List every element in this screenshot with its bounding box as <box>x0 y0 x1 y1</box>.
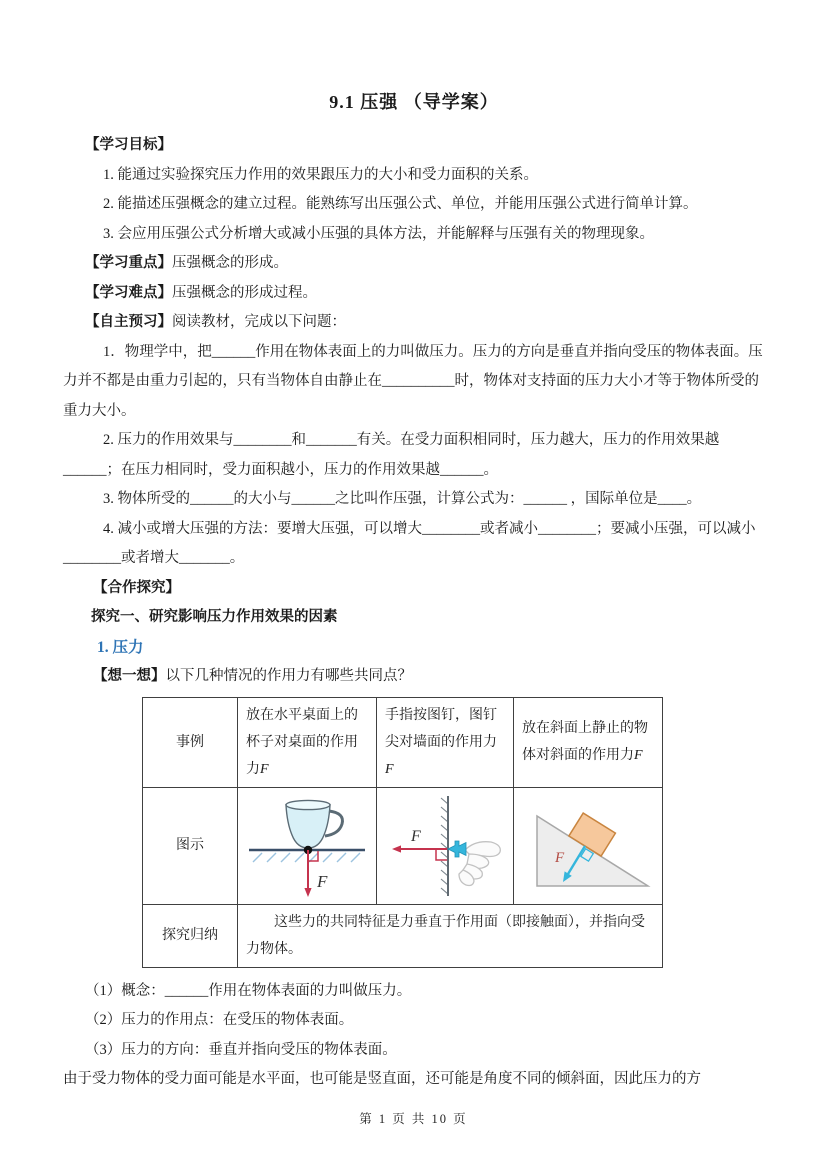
wall-hatching <box>441 798 448 894</box>
preview-heading: 【自主预习】 <box>85 314 172 330</box>
block-on-incline-diagram <box>522 794 654 898</box>
force-arrowhead <box>392 845 401 852</box>
conclusion-cell <box>238 904 663 967</box>
force-cases-table <box>142 697 663 968</box>
force-label: F <box>411 827 421 845</box>
case-text: 放在斜面上静止的物体对斜面的作用力 <box>522 721 648 763</box>
case-text: 手指按图钉，图钉尖对墙面的作用力 <box>385 707 497 750</box>
force-symbol: F <box>260 761 269 777</box>
row-header-case: 事例 <box>143 697 238 787</box>
inquiry-title: 探究一、研究影响压力作用效果的因素 <box>91 609 338 625</box>
page-number-footer: 第 1 页 共 10 页 <box>359 1112 468 1126</box>
cooperation-heading-label: 【合作探究】 <box>93 579 180 596</box>
preview-question: 2. 压力的作用效果与________和_______有关。在受力面积相同时，压力越大，压力的作用效果越______；在压力相同时，受力面积越小，压力的作用效果越______。 <box>63 432 720 478</box>
preview-intro: 阅读教材，完成以下问题： <box>172 314 346 330</box>
force-label: F <box>555 849 565 866</box>
key-point-heading: 【学习重点】 <box>85 255 172 271</box>
goals-heading <box>63 131 765 161</box>
table-row-cases <box>143 697 663 787</box>
note-direction: （3）压力的方向：垂直并指向受压的物体表面。 <box>85 1041 397 1058</box>
note-application-point: （2）压力的作用点：在受压的物体表面。 <box>85 1012 354 1028</box>
goal-item: 1. 能通过实验探究压力作用的效果跟压力的大小和受力面积的关系。 <box>103 166 538 183</box>
case-cell-cup <box>238 697 377 787</box>
preview-question: 3. 物体所受的______的大小与______之比叫作压强，计算公式为：______ ，国际单位是____。 <box>103 491 702 507</box>
diagram-cell-incline <box>514 787 663 904</box>
preview-line <box>63 308 765 338</box>
goal-item: 2. 能描述压强概念的建立过程。能熟练写出压强公式、单位，并能用压强公式进行简单计算。 <box>103 196 698 212</box>
row-header-diagram: 图示 <box>143 787 238 904</box>
diagram-cell-cup <box>238 787 377 904</box>
difficult-point-heading: 【学习难点】 <box>85 284 172 301</box>
force-symbol: F <box>385 761 394 777</box>
cup-on-table-diagram <box>246 793 368 899</box>
key-point-text: 压强概念的形成。 <box>172 255 288 271</box>
force-symbol: F <box>634 748 643 763</box>
table-row-conclusion <box>143 904 663 967</box>
note-concept: （1）概念：______作用在物体表面的力叫做压力。 <box>85 982 412 999</box>
preview-question: 1．物理学中，把______作用在物体表面上的力叫做压力。压力的方向是垂直并指向受压的物体表面。压力并不都是由重力引起的，只有当物体自由静止在__________时，物体对支持面的压力大小才等于物体所受的重力大小。 <box>63 343 763 419</box>
table-hatching <box>253 853 360 862</box>
goals-heading-label: 【学习目标】 <box>85 137 172 153</box>
subtopic-pressure-force: 1. 压力 <box>97 638 144 656</box>
force-arrowhead <box>304 888 311 897</box>
row-header-conclusion: 探究归纳 <box>143 904 238 967</box>
think-line <box>63 662 765 692</box>
conclusion-text: 这些力的共同特征是力垂直于作用面（即接触面），并指向受力物体。 <box>246 914 645 957</box>
difficult-point-text: 压强概念的形成过程。 <box>172 284 317 301</box>
cup-body <box>286 805 330 848</box>
force-label: F <box>317 871 328 891</box>
key-point-line <box>63 249 765 279</box>
preview-question: 4. 减小或增大压强的方法：要增大压强，可以增大________或者减小________；要减小压强，可以减小________或者增大_______。 <box>63 520 756 566</box>
cup-rim <box>286 800 330 809</box>
case-text: 放在水平桌面上的杯子对桌面的作用力 <box>246 707 358 777</box>
table-row-diagrams <box>143 787 663 904</box>
case-cell-incline <box>514 697 663 787</box>
right-angle-marker <box>436 849 447 860</box>
pushpin <box>448 841 466 857</box>
note-continuation: 由于受力物体的受力面可能是水平面，也可能是竖直面，还可能是角度不同的倾斜面，因此压力的方 <box>63 1071 701 1087</box>
cooperation-heading <box>63 574 765 604</box>
diagram-cell-pin <box>377 787 514 904</box>
case-cell-pin <box>377 697 514 787</box>
goal-item: 3. 会应用压强公式分析增大或减小压强的具体方法，并能解释与压强有关的物理现象。 <box>103 225 654 242</box>
think-heading: 【想一想】 <box>93 668 166 684</box>
page-title: 9.1 压强 （导学案） <box>329 92 499 112</box>
difficult-point-line <box>63 279 765 309</box>
think-text: 以下几种情况的作用力有哪些共同点？ <box>165 668 412 684</box>
finger-pushpin-wall-diagram <box>385 792 505 900</box>
